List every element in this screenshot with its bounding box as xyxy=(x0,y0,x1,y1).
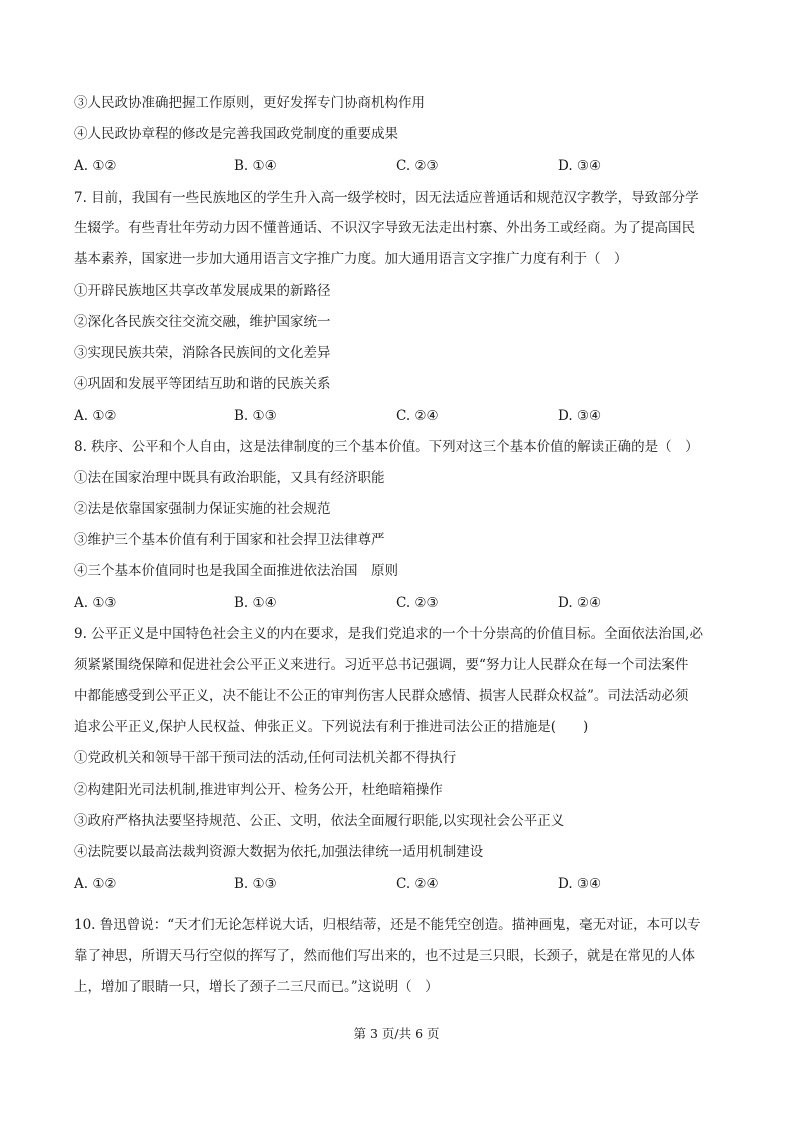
q8-item-1: ①法在国家治理中既具有政治职能，又具有经济职能 xyxy=(74,470,385,486)
q6-option-d: D. ③④ xyxy=(558,158,602,174)
q7-option-d: D. ③④ xyxy=(558,408,602,424)
q6-item-3: ③人民政协准确把握工作原则，更好发挥专门协商机构作用 xyxy=(74,95,425,111)
q8-option-b: B. ①④ xyxy=(234,595,277,611)
q8-option-d: D. ②④ xyxy=(558,595,602,611)
q6-options xyxy=(74,156,734,176)
q8-options xyxy=(74,593,734,613)
q10-stem-line-1: 10. 鲁迅曾说：“天才们无论怎样说大话，归根结蒂，还是不能凭空创造。描神画鬼，毫无对证，本可以专 xyxy=(74,917,701,933)
q9-item-1: ①党政机关和领导干部干预司法的活动,任何司法机关都不得执行 xyxy=(74,750,457,766)
q7-item-3: ③实现民族共荣，消除各民族间的文化差异 xyxy=(74,345,331,361)
q8-item-2: ②法是依靠国家强制力保证实施的社会规范 xyxy=(74,501,331,517)
q9-option-d: D. ③④ xyxy=(558,876,602,892)
q9-option-a: A. ①② xyxy=(74,876,117,892)
q9-stem-line-2: 须紧紧围绕保障和促进社会公平正义来进行。习近平总书记强调，要“努力让人民群众在每一个司法案件 xyxy=(74,657,689,673)
q6-item-4: ④人民政协章程的修改是完善我国政党制度的重要成果 xyxy=(74,126,398,142)
q7-item-1: ①开辟民族地区共享改革发展成果的新路径 xyxy=(74,283,331,299)
q9-item-3: ③政府严格执法要坚持规范、公正、文明，依法全面履行职能,以实现社会公平正义 xyxy=(74,813,565,829)
q7-options xyxy=(74,406,734,426)
q9-item-2: ②构建阳光司法机制,推进审判公开、检务公开，杜绝暗箱操作 xyxy=(74,782,443,798)
q6-option-b: B. ①④ xyxy=(234,158,277,174)
q9-item-4: ④法院要以最高法裁判资源大数据为依托,加强法律统一适用机制建设 xyxy=(74,844,484,860)
q7-option-a: A. ①② xyxy=(74,408,117,424)
q7-stem-line-2: 生辍学。有些青壮年劳动力因不懂普通话、不识汉字导致无法走出村寨、外出务工或经商。为了提高国民 xyxy=(74,220,695,236)
q10-stem-line-2: 靠了神思，所谓天马行空似的挥写了，然而他们写出来的，也不过是三只眼，长颈子，就是在常见的人体 xyxy=(74,948,695,964)
q10-stem-line-3: 上，增加了眼睛一只，增长了颈子二三尺而已。”这说明（ ） xyxy=(74,979,439,995)
q7-stem-line-1: 7. 目前，我国有一些民族地区的学生升入高一级学校时，因无法适应普通话和规范汉字教学，导致部分学 xyxy=(74,190,699,206)
q9-stem-line-3: 中都能感受到公平正义，决不能让不公正的审判伤害人民群众感情、损害人民群众权益”。司法活动必须 xyxy=(74,688,689,704)
q6-option-a: A. ①② xyxy=(74,158,117,174)
q9-option-b: B. ①③ xyxy=(234,876,277,892)
q8-item-4: ④三个基本价值同时也是我国全面推进依法治国 原则 xyxy=(74,563,398,579)
q9-stem-line-1: 9. 公平正义是中国特色社会主义的内在要求，是我们党追求的一个十分崇高的价值目标。全面依法治国,必 xyxy=(74,626,703,642)
q7-option-b: B. ①③ xyxy=(234,408,277,424)
q9-options xyxy=(74,874,734,894)
q7-item-4: ④巩固和发展平等团结互助和谐的民族关系 xyxy=(74,376,331,392)
q7-item-2: ②深化各民族交往交流交融，维护国家统一 xyxy=(74,314,331,330)
q6-option-c: C. ②③ xyxy=(396,158,439,174)
q7-stem-line-3: 基本素养，国家进一步加大通用语言文字推广力度。加大通用语言文字推广力度有利于（ ） xyxy=(74,251,628,267)
q7-option-c: C. ②④ xyxy=(396,408,439,424)
q9-option-c: C. ②④ xyxy=(396,876,439,892)
page-number-footer: 第 3 页/共 6 页 xyxy=(353,1026,440,1041)
q8-stem-line-1: 8. 秩序、公平和个人自由，这是法律制度的三个基本价值。下列对这三个基本价值的解读正确的是（ ） xyxy=(74,439,699,455)
q8-option-c: C. ②③ xyxy=(396,595,439,611)
q9-stem-line-4: 追求公平正义,保护人民权益、伸张正义。下列说法有利于推进司法公正的措施是( ) xyxy=(74,719,589,735)
q8-item-3: ③维护三个基本价值有利于国家和社会捍卫法律尊严 xyxy=(74,532,385,548)
q8-option-a: A. ①③ xyxy=(74,595,117,611)
